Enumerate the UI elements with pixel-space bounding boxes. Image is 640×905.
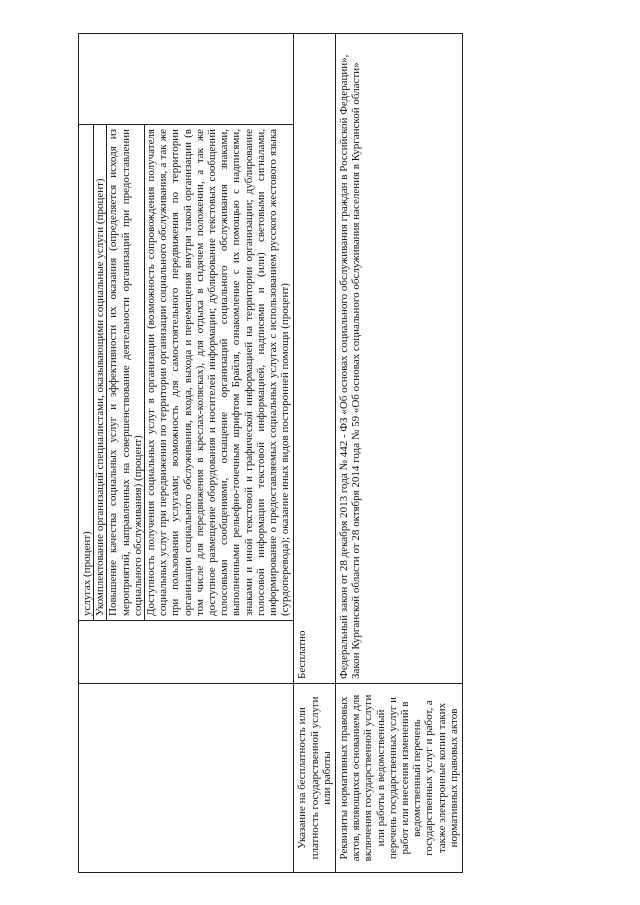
indicator-item: Повышение качества социальных услуг и эффективности их оказания (определяется исходя из мероприятий, направленных на совершенствование деятельности организаций при предоставлении социального обслуживания) (процент) (106, 125, 144, 620)
row-label: Реквизиты нормативных правовых актов, являющихся основанием для включения государственной услуги или работы в ведомственный перечень государственных услуг и работ или внесения изменений в ведомственный перечень государственных услуг и работ, а также электронные копии таких нормативных правовых актов (336, 684, 463, 873)
table-cell (79, 684, 294, 873)
table-cell (79, 34, 294, 125)
indicator-item: Доступность получения социальных услуг в организации (возможность сопровождения получателя социальных услуг при передвижении по территории организации социального обслуживания, а так же при пользовании услугами; возможность для самостоятельного передвижения по территории организации социального обслуживания, входа, выхода и перемещения внутри такой организации (в том числе для передвижения в креслах-колясках), для отдыха в сидячем положении, а так же доступное размещение оборудования и носителей информации; дублирование текстовых сообщений голосовыми сообщениями, оснащение организаций социального обслуживания знаками, выполненными рельефно-точечным шрифтом Брайля, ознакомление с их помощью с надписями, знаками и иной текстовой и графической информацией на территории организации; дублирование голосовой информации текстовой информацией, надписями и (или) световыми сигналами, информирование о предоставляемых социальных услугах с использованием русского жестового языка (сурдоперевода); оказание иных видов посторонней помощи (процент) (144, 125, 291, 620)
table-row (294, 34, 336, 873)
legal-act: Федеральный закон от 28 декабря 2013 года № 442 - ФЗ «Об основах социального обслуживания граждан в Российской Федерации», (338, 54, 351, 679)
divider (81, 38, 91, 120)
indicator-item: Укомплектование организаций специалистами, оказывающими социальные услуги (процент) (93, 125, 106, 620)
table-cell (79, 621, 294, 684)
legal-act: Закон Курганской области от 28 октября 2014 года № 59 «Об основах социального обслуживания населения в Курганской области» (350, 62, 363, 679)
table-row (336, 34, 463, 873)
indicators-cell (79, 125, 294, 621)
indicator-item: услугах (процент) (81, 531, 93, 616)
table-row (79, 34, 294, 873)
row-value: Бесплатно (294, 34, 336, 684)
services-table (78, 33, 463, 873)
row-label: Указание на бесплатность или платность государственной услуги или работы (294, 684, 336, 873)
legal-acts-cell (336, 34, 463, 684)
